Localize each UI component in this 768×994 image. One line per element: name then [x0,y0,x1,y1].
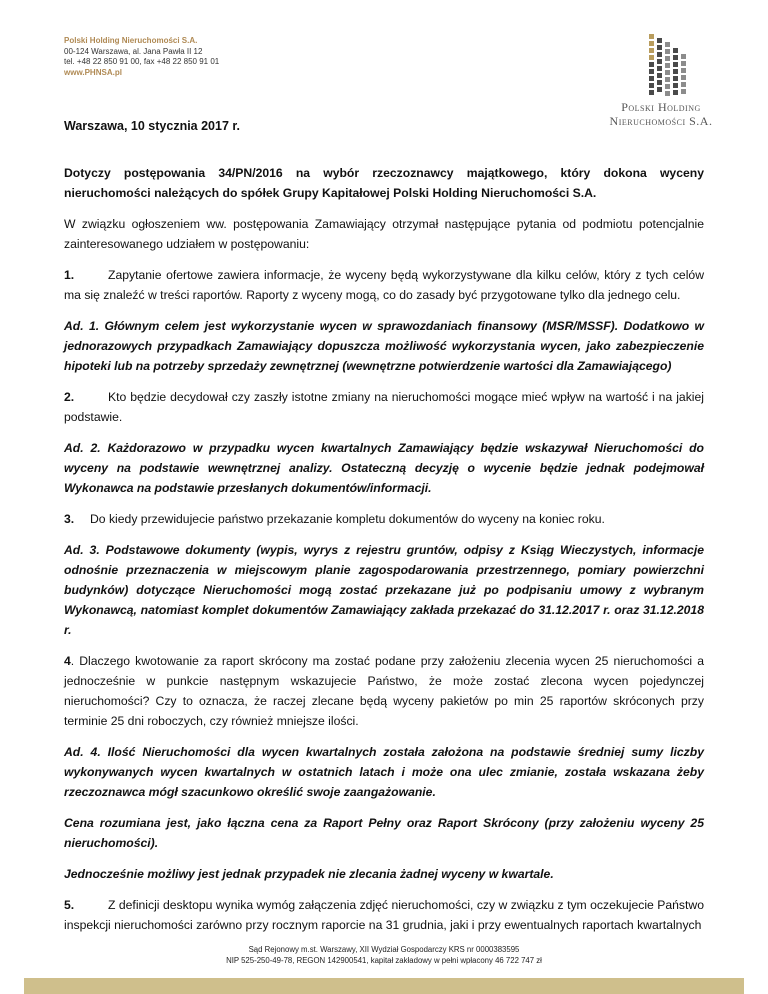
letter-date: Warszawa, 10 stycznia 2017 r. [64,119,241,133]
question-text: . Dlaczego kwotowanie za raport skrócony ma zostać podane przy założeniu zlecenia wycen 25 nieruchomości a jednocześnie w punkcie następnym wskazujecie Państwo, że może zostać zlecona wycen pojedynczej nieruchomości? Czy to oznacza, że raczej zlecane będą wyceny pakietów po min 25 raportów skróconych przy terminie 25 dni roboczych, czy również mniejsze ilości. [64,654,704,728]
logo-block [657,45,662,50]
logo-block [673,62,678,67]
logo-block [673,90,678,95]
logo-block [657,38,662,43]
logo-block [649,48,654,53]
logo-block [657,59,662,64]
answer-4-no-order-note: Jednocześnie możliwy jest jednak przypadek nie zlecania żadnej wyceny w kwartale. [64,867,554,881]
logo-block [649,76,654,81]
logo-block [681,82,686,87]
company-address: 00-124 Warszawa, al. Jana Pawła II 12 [64,46,203,56]
logo-block [649,41,654,46]
question-number: 5. [64,898,75,912]
question-5 [64,895,704,935]
intro-paragraph: W związku ogłoszeniem ww. postępowania Zamawiający otrzymał następujące pytania od podmiotu potencjalnie zainteresowanego udziałem w postępowaniu: [64,217,704,251]
logo-block [673,48,678,53]
question-1 [64,265,704,305]
logo-block [673,83,678,88]
question-number: 4 [64,654,71,668]
logo-block [649,69,654,74]
footer-registry: Sąd Rejonowy m.st. Warszawy, XII Wydział Gospodarczy KRS nr 0000383595 [248,945,520,954]
logo-block [657,73,662,78]
footer-bar [24,978,744,994]
logo-block [665,42,670,47]
logo-block [665,56,670,61]
logo-block [681,68,686,73]
logo-block [681,75,686,80]
logo-line-1: Polski Holding [621,100,701,114]
letter-body [64,163,704,946]
logo-block [657,87,662,92]
logo-block [657,52,662,57]
question-text: Z definicji desktopu wynika wymóg załączenia zdjęć nieruchomości, czy w związku z tym oczekujecie Państwo inspekcji nieruchomości zarówno przy rocznym raporcie na 31 grudnia, jaki i przy ewentualnych raportach kwartalnych [64,898,704,932]
logo-block [649,34,654,39]
question-text: Zapytanie ofertowe zawiera informacje, że wyceny będą wykorzystywane dla kilku celów, który z tych celów ma się znaleźć w treści raportów. Raporty z wyceny mogą, co do zasady być przygotowane tylko dla jednego celu. [64,268,704,302]
answer-1: Ad. 1. Głównym celem jest wykorzystanie wycen w sprawozdaniach finansowy (MSR/MSSF). Dodatkowo w jednorazowych przypadkach Zamawiający dopuszcza możliwość wykorzystania wycen, jako zabezpieczenie hipoteki lub na potrzeby sprzedaży zewnętrznej (wewnętrzne potwierdzenie wartości dla Zamawiającego) [64,319,704,373]
logo-block [665,77,670,82]
logo-block [657,80,662,85]
logo-block [657,66,662,71]
answer-4-price-note: Cena rozumiana jest, jako łączna cena za Raport Pełny oraz Raport Skrócony (przy założeniu wyceny 25 nieruchomości). [64,816,704,850]
logo-block [673,55,678,60]
logo-line-2: Nieruchomości S.A. [609,114,713,128]
logo-building-mark [649,34,686,96]
question-2 [64,387,704,427]
logo-block [649,55,654,60]
logo-block [665,70,670,75]
answer-2: Ad. 2. Każdorazowo w przypadku wycen kwartalnych Zamawiający będzie wskazywał Nieruchomości do wyceny na podstawie wewnętrznej analizy. Ostateczną decyzję o wycenie będzie jednak podejmował Wykonawca na podstawie przesłanych dokumentów/informacji. [64,441,704,495]
company-name: Polski Holding Nieruchomości S.A. [64,36,198,45]
logo-block [681,89,686,94]
answer-4: Ad. 4. Ilość Nieruchomości dla wycen kwartalnych została założona na podstawie średniej sumy liczby wykonywanych wycen kwartalnych w ostatnich latach i może ona ulec zmianie, została wskazana żeby rzeczoznawca mógł szacunkowo określić swoje zaangażowanie. [64,745,704,799]
question-text: Kto będzie decydował czy zaszły istotne zmiany na nieruchomości mogące mieć wpływ na wartość i na jakiej podstawie. [64,390,704,424]
company-website[interactable]: www.PHNSA.pl [64,67,122,77]
letterhead-address [64,36,219,78]
logo-block [681,54,686,59]
logo-block [673,76,678,81]
logo-block [649,62,654,67]
answer-3: Ad. 3. Podstawowe dokumenty (wypis, wyrys z rejestru gruntów, odpisy z Ksiąg Wieczystych, informacje odnośnie przeznaczenia w miejscowym planie zagospodarowania przestrzennego, pomiary powierzchni budynków) dotyczące Nieruchomości mogą zostać przekazane już po podpisaniu umowy z wybranym Wykonawcą, natomiast komplet dokumentów Zamawiający zakłada przekazać do 31.12.2017 r. oraz 31.12.2018 r. [64,543,704,637]
question-number: 2. [64,390,75,404]
logo-block [665,91,670,96]
company-phone: tel. +48 22 850 91 00, fax +48 22 850 91 01 [64,57,220,66]
logo-wordmark [596,100,726,128]
logo-block [665,84,670,89]
subject-line: Dotyczy postępowania 34/PN/2016 na wybór rzeczoznawcy majątkowego, który dokona wyceny nieruchomości należących do spółek Grupy Kapitałowej Polski Holding Nieruchomości S.A. [64,166,704,200]
logo-block [649,90,654,95]
logo-block [665,49,670,54]
question-4 [64,651,704,731]
question-3 [64,509,704,529]
question-text: Do kiedy przewidujecie państwo przekazanie kompletu dokumentów do wyceny na koniec roku. [90,512,605,526]
logo-block [665,63,670,68]
logo-block [681,61,686,66]
question-number: 1. [64,268,75,282]
footer-tax-info: NIP 525-250-49-78, REGON 142900541, kapitał zakładowy w pełni wpłacony 46 722 747 zł [226,956,542,965]
logo-block [649,83,654,88]
logo-block [673,69,678,74]
question-number: 3. [64,512,75,526]
letter-footer [0,944,768,966]
